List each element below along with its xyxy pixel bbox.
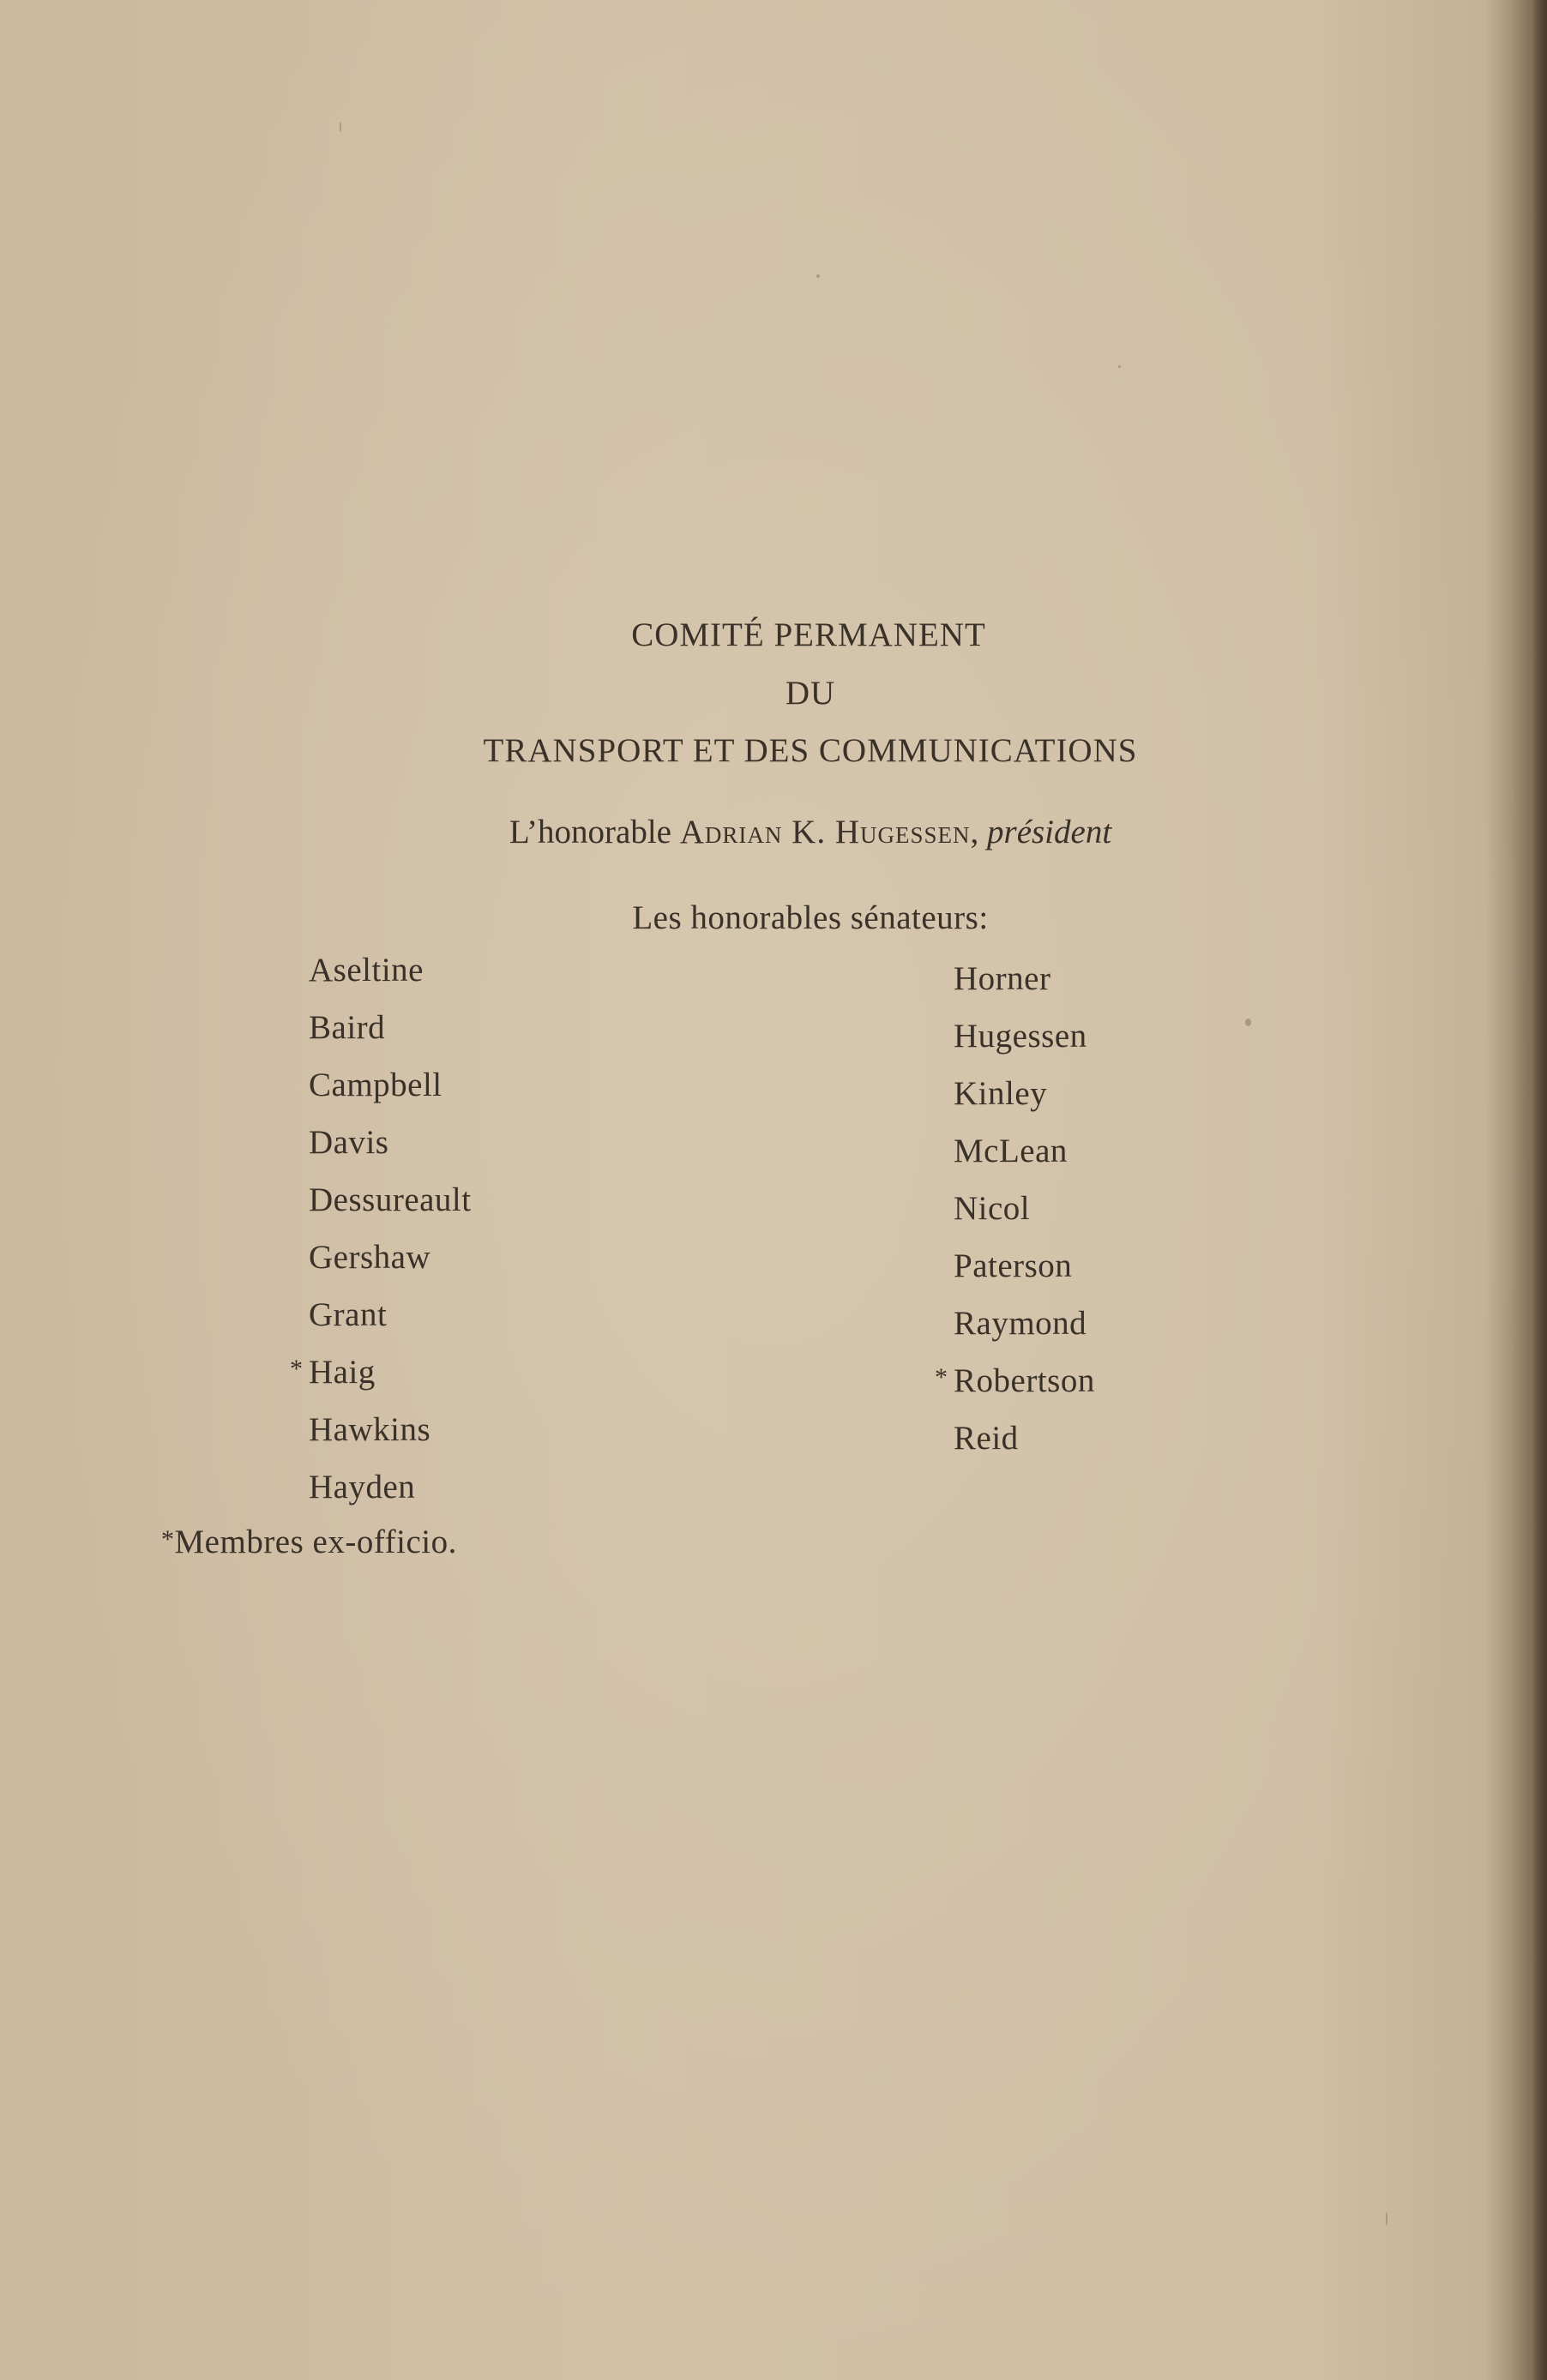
- senator-name: [954, 950, 1095, 1007]
- heading-line-3: TRANSPORT ET DES COMMUNICATIONS: [483, 732, 1138, 769]
- senator-name: [309, 1229, 472, 1286]
- senators-right-column: [935, 950, 1095, 1467]
- senator-name-text: Horner: [954, 960, 1051, 997]
- senators-title: Les honorables sénateurs:: [632, 899, 989, 936]
- senator-name: [954, 1122, 1095, 1180]
- senator-name: [954, 1180, 1095, 1237]
- senator-name: [954, 1007, 1095, 1065]
- paper-speck: [816, 274, 820, 278]
- senator-name: [309, 1458, 472, 1516]
- senator-name: [309, 1056, 472, 1114]
- senator-name: [309, 1171, 472, 1229]
- senators-left-column: [290, 941, 472, 1516]
- senator-name-text: Paterson: [954, 1247, 1073, 1284]
- senator-name-text: Haig: [309, 1354, 376, 1391]
- footnote-text: Membres ex-officio.: [174, 1524, 457, 1560]
- paper-speck: [340, 122, 341, 132]
- president-separator: ,: [970, 814, 988, 850]
- footnote-marker: *: [161, 1525, 175, 1554]
- senator-name-text: Davis: [309, 1124, 389, 1161]
- senator-name: [309, 999, 472, 1056]
- senator-name: [290, 1343, 472, 1401]
- page-edge-shadow: [1513, 0, 1547, 2380]
- senator-name-text: McLean: [954, 1133, 1068, 1169]
- senator-name-text: Robertson: [954, 1362, 1095, 1399]
- footnote: [161, 1523, 457, 1561]
- heading-line-1: COMITÉ PERMANENT: [631, 616, 986, 653]
- paper-speck: [1386, 2212, 1387, 2226]
- president-line: [0, 813, 1547, 851]
- president-name: Adrian K. Hugessen: [679, 814, 971, 850]
- senator-name: [954, 1065, 1095, 1122]
- ex-officio-marker: *: [935, 1363, 948, 1391]
- senator-name-text: Kinley: [954, 1075, 1048, 1112]
- senator-name-text: Hawkins: [309, 1411, 431, 1448]
- senator-name-text: Reid: [954, 1420, 1019, 1457]
- senator-name-text: Grant: [309, 1296, 388, 1333]
- president-role: président: [987, 814, 1112, 850]
- paper-speck: [1245, 1019, 1251, 1026]
- senator-name-text: Dessureault: [309, 1181, 472, 1218]
- senator-name-text: Campbell: [309, 1067, 442, 1103]
- senator-name-text: Nicol: [954, 1190, 1031, 1227]
- paper-speck: [1118, 365, 1121, 368]
- senator-name: [954, 1409, 1095, 1467]
- senator-name: [309, 1286, 472, 1343]
- ex-officio-marker: *: [290, 1355, 304, 1383]
- senator-name-text: Aseltine: [309, 952, 424, 989]
- president-prefix: L’honorable: [509, 814, 680, 850]
- senator-name: [954, 1295, 1095, 1352]
- senator-name: [309, 941, 472, 999]
- senator-name: [954, 1237, 1095, 1295]
- senator-name-text: Raymond: [954, 1305, 1087, 1342]
- senator-name-text: Baird: [309, 1009, 386, 1046]
- senator-name-text: Hayden: [309, 1469, 416, 1506]
- senator-name: [309, 1401, 472, 1458]
- senator-name-text: Hugessen: [954, 1018, 1087, 1055]
- senator-name: [935, 1352, 1095, 1409]
- senator-name-text: Gershaw: [309, 1239, 431, 1276]
- senator-name: [309, 1114, 472, 1171]
- heading-line-2: DU: [785, 675, 836, 712]
